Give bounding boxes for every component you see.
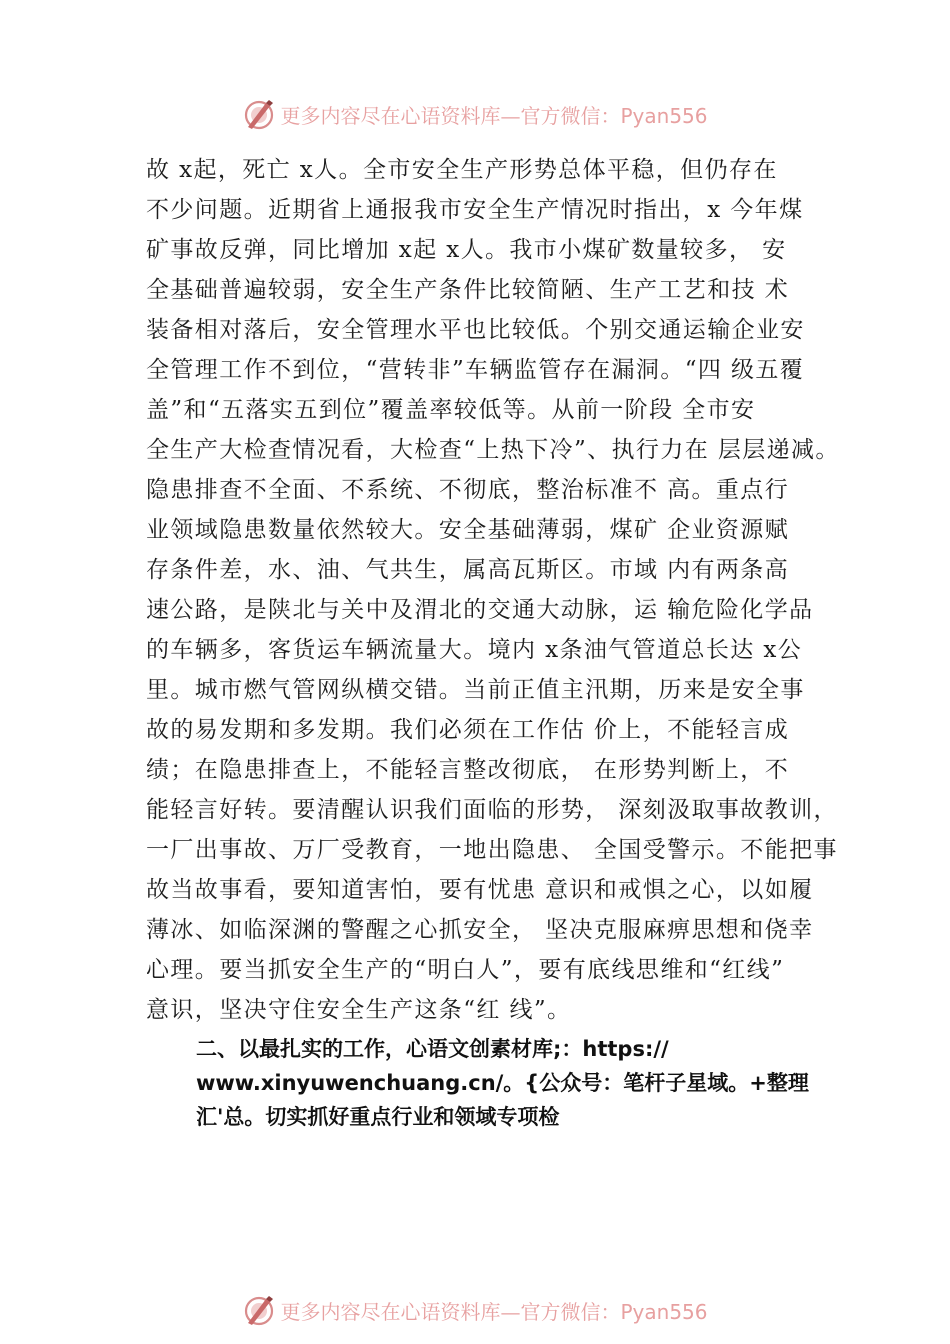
text-line: 矿事故反弹，同比增加 x起 x人。我市小煤矿数量较多， 安: [146, 237, 787, 263]
text-line: 的车辆多，客货运车辆流量大。境内 x条油气管道总长达 x公: [146, 637, 803, 663]
text-line: 意识，坚决守住安全生产这条“红 线”。: [146, 997, 572, 1023]
text-line: 装备相对落后，安全管理水平也比较低。个别交通运输企业安: [146, 317, 805, 343]
text-line: 速公路，是陕北与关中及渭北的交通大动脉，运 输危险化学品: [146, 597, 814, 623]
watermark-id: Pyan556: [620, 1299, 708, 1324]
text-line: 故当故事看，要知道害怕，要有忧患 意识和戒惧之心，以如履: [146, 877, 814, 903]
text-line: 里。城市燃气管网纵横交错。当前正值主汛期，历来是安全事: [146, 677, 805, 703]
text-line: 业领域隐患数量依然较大。安全基础薄弱，煤矿 企业资源赋: [146, 517, 790, 543]
section-heading: [196, 1032, 846, 1134]
text-line: 能轻言好转。要清醒认识我们面临的形势， 深刻汲取事故教训，: [146, 797, 838, 823]
text-line: 故的易发期和多发期。我们必须在工作估 价上，不能轻言成: [146, 717, 790, 743]
text-line: 心理。要当抓安全生产的“明白人”，要有底线思维和“红线”: [146, 957, 785, 983]
text-line: 绩；在隐患排查上，不能轻言整改彻底， 在形势判断上，不: [146, 757, 790, 783]
text-line: 盖”和“五落实五到位”覆盖率较低等。从前一阶段 全市安: [146, 397, 756, 423]
heading-line: www.xinyuwenchuang.cn/。{公众号：笔杆子星域。+整理: [196, 1071, 809, 1095]
text-line: 薄冰、如临深渊的警醒之心抓安全， 坚决克服麻痹思想和侥幸: [146, 917, 814, 943]
text-line: 隐患排查不全面、不系统、不彻底，整治标准不 高。重点行: [146, 477, 790, 503]
watermark-text: 更多内容尽在心语资料库—官方微信：Pyan556: [280, 103, 708, 128]
text-line: 全基础普遍较弱，安全生产条件比较简陋、生产工艺和技 术: [146, 277, 790, 303]
heading-line: 二、以最扎实的工作，心语文创素材库;：https://: [196, 1037, 669, 1061]
body-paragraph: [146, 150, 846, 1030]
header-watermark: [0, 94, 950, 134]
text-line: 存条件差，水、油、气共生，属高瓦斯区。市域 内有两条高: [146, 557, 790, 583]
text-line: 故 x起，死亡 x人。全市安全生产形势总体平稳，但仍存在: [146, 157, 778, 183]
pen-logo-icon: [242, 97, 276, 131]
watermark-text: 更多内容尽在心语资料库—官方微信：Pyan556: [280, 1299, 708, 1324]
heading-line: 汇'总。切实抓好重点行业和领域专项检: [196, 1105, 560, 1129]
watermark-id: Pyan556: [620, 103, 708, 128]
pen-logo-icon: [242, 1293, 276, 1327]
text-line: 全管理工作不到位，“营转非”车辆监管存在漏洞。“四 级五覆: [146, 357, 805, 383]
text-line: 不少问题。近期省上通报我市安全生产情况时指出，x 今年煤: [146, 197, 804, 223]
text-line: 全生产大检查情况看，大检查“上热下冷”、执行力在 层层递减。: [146, 437, 840, 463]
text-line: 一厂出事故、万厂受教育，一地出隐患、 全国受警示。不能把事: [146, 837, 838, 863]
footer-watermark: [0, 1290, 950, 1330]
